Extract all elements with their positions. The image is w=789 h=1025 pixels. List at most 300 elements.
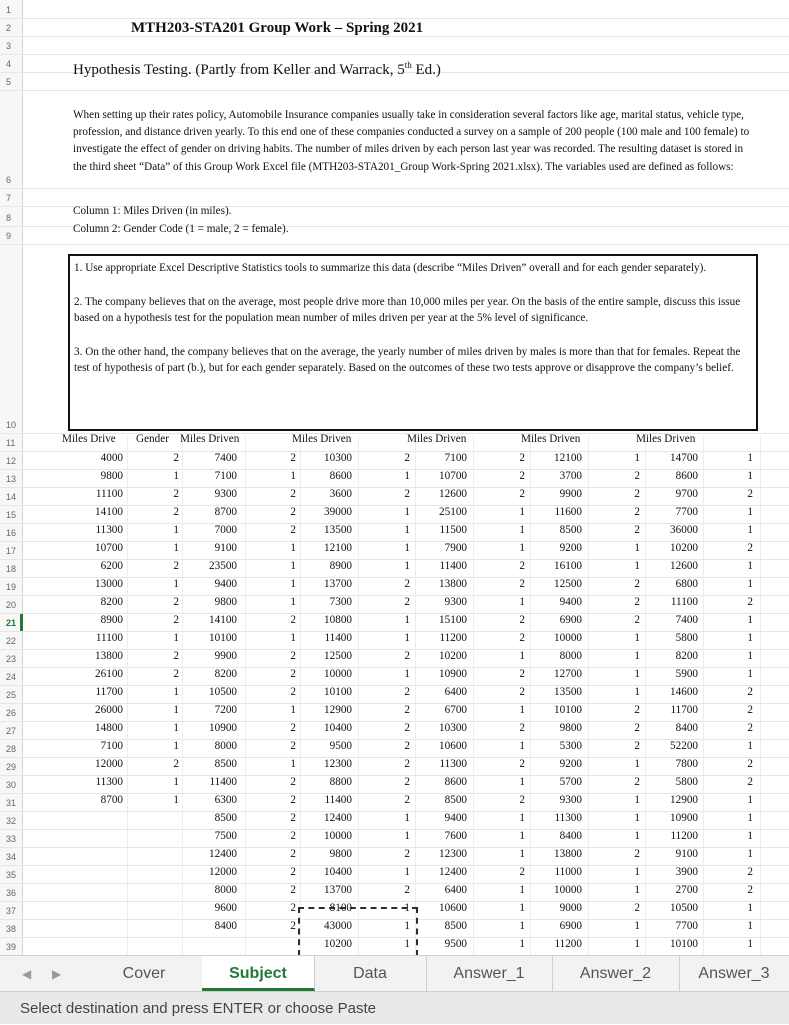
table-cell[interactable]: 1	[519, 848, 525, 860]
table-cell[interactable]: 9800	[100, 470, 123, 482]
table-cell[interactable]: 3700	[559, 470, 582, 482]
table-cell[interactable]: 10000	[324, 830, 352, 842]
table-cell[interactable]: 7300	[329, 596, 352, 608]
table-cell[interactable]: 11400	[324, 632, 352, 644]
table-cell[interactable]: 2	[519, 758, 525, 770]
table-cell[interactable]: 10700	[95, 542, 123, 554]
table-cell[interactable]: 9200	[559, 542, 582, 554]
table-cell[interactable]: 9800	[214, 596, 237, 608]
table-cell[interactable]: 2	[634, 596, 640, 608]
table-cell[interactable]: 7100	[100, 740, 123, 752]
row-number[interactable]: 13	[6, 474, 17, 484]
table-cell[interactable]: 1	[404, 632, 410, 644]
table-cell[interactable]: 2	[634, 740, 640, 752]
table-cell[interactable]: 10400	[324, 722, 352, 734]
table-cell[interactable]: 1	[747, 902, 753, 914]
table-cell[interactable]: 2	[747, 866, 753, 878]
table-cell[interactable]: 1	[404, 542, 410, 554]
table-cell[interactable]: 2	[634, 902, 640, 914]
table-cell[interactable]: 2	[747, 704, 753, 716]
table-cell[interactable]: 1	[519, 920, 525, 932]
table-cell[interactable]: 1	[404, 506, 410, 518]
table-cell[interactable]: 9700	[675, 488, 698, 500]
next-sheet-icon[interactable]: ▶	[52, 967, 62, 981]
table-cell[interactable]: 13500	[324, 524, 352, 536]
table-cell[interactable]: 10000	[324, 668, 352, 680]
table-cell[interactable]: 9500	[444, 938, 467, 950]
table-cell[interactable]: 10900	[439, 668, 467, 680]
table-cell[interactable]: 9800	[329, 848, 352, 860]
table-cell[interactable]: 2	[404, 578, 410, 590]
table-cell[interactable]: 1	[519, 650, 525, 662]
table-cell[interactable]: 1	[404, 812, 410, 824]
row-number[interactable]: 30	[6, 780, 17, 790]
table-cell[interactable]: 14800	[95, 722, 123, 734]
table-cell[interactable]: 1	[634, 920, 640, 932]
table-cell[interactable]: 7700	[675, 920, 698, 932]
table-cell[interactable]: 52200	[670, 740, 698, 752]
table-cell[interactable]: 8200	[214, 668, 237, 680]
table-cell[interactable]: 9100	[214, 542, 237, 554]
row-number[interactable]: 3	[6, 41, 12, 51]
table-cell[interactable]: 1	[173, 686, 179, 698]
table-cell[interactable]: 12300	[439, 848, 467, 860]
table-cell[interactable]: 2	[519, 722, 525, 734]
table-cell[interactable]: 10300	[324, 452, 352, 464]
table-cell[interactable]: 2	[634, 722, 640, 734]
table-cell[interactable]: 1	[634, 452, 640, 464]
table-cell[interactable]: 2	[404, 452, 410, 464]
table-cell[interactable]: 2700	[675, 884, 698, 896]
table-cell[interactable]: 6400	[444, 884, 467, 896]
table-cell[interactable]: 2	[634, 614, 640, 626]
table-cell[interactable]: 1	[404, 938, 410, 950]
table-cell[interactable]: 1	[519, 596, 525, 608]
table-cell[interactable]: 7100	[214, 470, 237, 482]
table-cell[interactable]: 1	[290, 560, 296, 572]
table-cell[interactable]: 2	[173, 560, 179, 572]
row-number[interactable]: 4	[6, 59, 12, 69]
row-number[interactable]: 20	[6, 600, 17, 610]
table-cell[interactable]: 12100	[554, 452, 582, 464]
table-cell[interactable]: 43000	[324, 920, 352, 932]
table-cell[interactable]: 10600	[439, 902, 467, 914]
table-cell[interactable]: 14700	[670, 452, 698, 464]
table-cell[interactable]: 1	[634, 650, 640, 662]
table-cell[interactable]: 1	[747, 524, 753, 536]
table-cell[interactable]: 2	[173, 650, 179, 662]
table-cell[interactable]: 1	[290, 704, 296, 716]
table-cell[interactable]: 1	[634, 542, 640, 554]
row-number[interactable]: 34	[6, 852, 17, 862]
table-cell[interactable]: 1	[747, 848, 753, 860]
table-cell[interactable]: 13800	[95, 650, 123, 662]
column-header[interactable]: Miles Driven	[292, 433, 352, 445]
row-number[interactable]: 32	[6, 816, 17, 826]
table-cell[interactable]: 2	[404, 650, 410, 662]
table-cell[interactable]: 23500	[209, 560, 237, 572]
table-cell[interactable]: 9400	[214, 578, 237, 590]
table-cell[interactable]: 1	[519, 830, 525, 842]
table-cell[interactable]: 2	[634, 704, 640, 716]
table-cell[interactable]: 1	[173, 722, 179, 734]
table-cell[interactable]: 12400	[324, 812, 352, 824]
table-cell[interactable]: 1	[173, 632, 179, 644]
row-number[interactable]: 26	[6, 708, 17, 718]
table-cell[interactable]: 10100	[324, 686, 352, 698]
table-cell[interactable]: 5700	[559, 776, 582, 788]
row-number[interactable]: 37	[6, 906, 17, 916]
table-cell[interactable]: 13000	[95, 578, 123, 590]
table-cell[interactable]: 2	[173, 668, 179, 680]
column-header[interactable]: Miles Driven	[521, 433, 581, 445]
table-cell[interactable]: 9900	[559, 488, 582, 500]
table-cell[interactable]: 9300	[559, 794, 582, 806]
table-cell[interactable]: 12300	[324, 758, 352, 770]
table-cell[interactable]: 12700	[554, 668, 582, 680]
table-cell[interactable]: 7400	[214, 452, 237, 464]
row-number[interactable]: 6	[6, 175, 12, 185]
table-cell[interactable]: 1	[747, 452, 753, 464]
table-cell[interactable]: 1	[747, 632, 753, 644]
table-cell[interactable]: 2	[519, 578, 525, 590]
table-cell[interactable]: 11200	[670, 830, 698, 842]
table-cell[interactable]: 10700	[439, 470, 467, 482]
table-cell[interactable]: 5800	[675, 632, 698, 644]
table-cell[interactable]: 12400	[209, 848, 237, 860]
table-cell[interactable]: 11700	[95, 686, 123, 698]
table-cell[interactable]: 9800	[559, 722, 582, 734]
row-number[interactable]: 21	[6, 618, 17, 628]
table-cell[interactable]: 1	[747, 920, 753, 932]
column-header[interactable]: Miles Driven	[636, 433, 696, 445]
table-cell[interactable]: 1	[173, 704, 179, 716]
table-cell[interactable]: 2	[519, 668, 525, 680]
table-cell[interactable]: 2	[404, 686, 410, 698]
table-cell[interactable]: 2	[519, 488, 525, 500]
table-cell[interactable]: 2	[290, 776, 296, 788]
table-cell[interactable]: 2	[519, 866, 525, 878]
table-cell[interactable]: 8500	[444, 920, 467, 932]
table-cell[interactable]: 8900	[100, 614, 123, 626]
table-cell[interactable]: 7100	[444, 452, 467, 464]
row-number[interactable]: 12	[6, 456, 17, 466]
table-cell[interactable]: 1	[747, 470, 753, 482]
table-cell[interactable]: 1	[290, 758, 296, 770]
table-cell[interactable]: 2	[290, 668, 296, 680]
table-cell[interactable]: 2	[290, 848, 296, 860]
row-number[interactable]: 7	[6, 193, 12, 203]
table-cell[interactable]: 2	[290, 452, 296, 464]
table-cell[interactable]: 2	[634, 776, 640, 788]
table-cell[interactable]: 2	[290, 902, 296, 914]
prev-sheet-icon[interactable]: ◀	[22, 967, 32, 981]
table-cell[interactable]: 8600	[329, 470, 352, 482]
table-cell[interactable]: 8600	[675, 470, 698, 482]
table-cell[interactable]: 2	[634, 488, 640, 500]
row-number[interactable]: 17	[6, 546, 17, 556]
table-cell[interactable]: 6900	[559, 614, 582, 626]
table-cell[interactable]: 1	[747, 830, 753, 842]
table-cell[interactable]: 11400	[439, 560, 467, 572]
table-cell[interactable]: 1	[519, 506, 525, 518]
table-cell[interactable]: 2	[173, 506, 179, 518]
table-cell[interactable]: 8500	[444, 794, 467, 806]
table-cell[interactable]: 13500	[554, 686, 582, 698]
table-cell[interactable]: 14100	[95, 506, 123, 518]
table-cell[interactable]: 13800	[439, 578, 467, 590]
table-cell[interactable]: 1	[404, 560, 410, 572]
row-number[interactable]: 38	[6, 924, 17, 934]
table-cell[interactable]: 10500	[670, 902, 698, 914]
table-cell[interactable]: 1	[290, 578, 296, 590]
table-cell[interactable]: 1	[173, 524, 179, 536]
table-cell[interactable]: 11300	[439, 758, 467, 770]
table-cell[interactable]: 12100	[324, 542, 352, 554]
table-cell[interactable]: 2	[290, 506, 296, 518]
table-cell[interactable]: 6900	[559, 920, 582, 932]
table-cell[interactable]: 1	[404, 830, 410, 842]
table-cell[interactable]: 2	[173, 596, 179, 608]
table-cell[interactable]: 1	[404, 866, 410, 878]
table-cell[interactable]: 8000	[559, 650, 582, 662]
table-cell[interactable]: 12900	[670, 794, 698, 806]
table-cell[interactable]: 2	[173, 614, 179, 626]
table-cell[interactable]: 9200	[559, 758, 582, 770]
table-cell[interactable]: 2	[290, 866, 296, 878]
table-cell[interactable]: 1	[173, 542, 179, 554]
tab-data[interactable]: Data	[314, 956, 427, 991]
row-number[interactable]: 10	[6, 420, 17, 430]
table-cell[interactable]: 9100	[675, 848, 698, 860]
table-cell[interactable]: 1	[519, 776, 525, 788]
table-cell[interactable]: 2	[634, 848, 640, 860]
table-cell[interactable]: 2	[173, 488, 179, 500]
table-cell[interactable]: 8400	[214, 920, 237, 932]
table-cell[interactable]: 11500	[439, 524, 467, 536]
table-cell[interactable]: 1	[634, 866, 640, 878]
table-cell[interactable]: 10200	[670, 542, 698, 554]
table-cell[interactable]: 7900	[444, 542, 467, 554]
table-cell[interactable]: 2	[634, 578, 640, 590]
table-cell[interactable]: 2	[404, 758, 410, 770]
table-cell[interactable]: 12500	[554, 578, 582, 590]
table-cell[interactable]: 11100	[95, 488, 123, 500]
table-cell[interactable]: 1	[747, 668, 753, 680]
column-header[interactable]: Gender	[136, 433, 169, 445]
table-cell[interactable]: 10100	[670, 938, 698, 950]
table-cell[interactable]: 1	[634, 884, 640, 896]
table-cell[interactable]: 11700	[670, 704, 698, 716]
table-cell[interactable]: 2	[404, 722, 410, 734]
table-cell[interactable]: 1	[173, 794, 179, 806]
table-cell[interactable]: 9600	[214, 902, 237, 914]
table-cell[interactable]: 9400	[444, 812, 467, 824]
row-number[interactable]: 16	[6, 528, 17, 538]
table-cell[interactable]: 2	[290, 686, 296, 698]
table-cell[interactable]: 5900	[675, 668, 698, 680]
table-cell[interactable]: 11300	[95, 776, 123, 788]
table-cell[interactable]: 1	[519, 902, 525, 914]
table-cell[interactable]: 8500	[214, 812, 237, 824]
row-number[interactable]: 24	[6, 672, 17, 682]
table-cell[interactable]: 11000	[554, 866, 582, 878]
column-header[interactable]: Miles Driven	[407, 433, 467, 445]
table-cell[interactable]: 8100	[329, 902, 352, 914]
table-cell[interactable]: 8900	[329, 560, 352, 572]
table-cell[interactable]: 8000	[214, 884, 237, 896]
table-cell[interactable]: 2	[747, 596, 753, 608]
table-cell[interactable]: 10900	[209, 722, 237, 734]
row-number[interactable]: 28	[6, 744, 17, 754]
table-cell[interactable]: 12000	[95, 758, 123, 770]
column-header[interactable]: Miles Drive	[62, 433, 116, 445]
table-cell[interactable]: 2	[290, 794, 296, 806]
table-cell[interactable]: 1	[519, 812, 525, 824]
table-cell[interactable]: 1	[634, 668, 640, 680]
table-cell[interactable]: 1	[747, 812, 753, 824]
table-cell[interactable]: 8400	[559, 830, 582, 842]
table-cell[interactable]: 1	[404, 524, 410, 536]
table-cell[interactable]: 11400	[209, 776, 237, 788]
table-cell[interactable]: 3900	[675, 866, 698, 878]
table-cell[interactable]: 11600	[554, 506, 582, 518]
table-cell[interactable]: 13700	[324, 578, 352, 590]
table-cell[interactable]: 2	[290, 614, 296, 626]
table-cell[interactable]: 7500	[214, 830, 237, 842]
table-cell[interactable]: 8400	[675, 722, 698, 734]
column-header[interactable]: Miles Driven	[180, 433, 240, 445]
row-number[interactable]: 22	[6, 636, 17, 646]
table-cell[interactable]: 1	[404, 920, 410, 932]
table-cell[interactable]: 1	[747, 938, 753, 950]
table-cell[interactable]: 2	[290, 524, 296, 536]
tab-answer-2[interactable]: Answer_2	[552, 956, 680, 991]
table-cell[interactable]: 7800	[675, 758, 698, 770]
table-cell[interactable]: 2	[290, 740, 296, 752]
table-cell[interactable]: 11300	[95, 524, 123, 536]
table-cell[interactable]: 2	[290, 830, 296, 842]
table-cell[interactable]: 10800	[324, 614, 352, 626]
table-cell[interactable]: 1	[747, 560, 753, 572]
table-cell[interactable]: 1	[173, 776, 179, 788]
table-cell[interactable]: 1	[290, 542, 296, 554]
table-cell[interactable]: 5800	[675, 776, 698, 788]
table-cell[interactable]: 16100	[554, 560, 582, 572]
table-cell[interactable]: 2	[747, 884, 753, 896]
table-cell[interactable]: 6800	[675, 578, 698, 590]
table-cell[interactable]: 1	[404, 668, 410, 680]
table-cell[interactable]: 1	[519, 704, 525, 716]
tab-answer-3[interactable]: Answer_3	[698, 965, 770, 982]
table-cell[interactable]: 3600	[329, 488, 352, 500]
table-cell[interactable]: 1	[747, 740, 753, 752]
table-cell[interactable]: 10600	[439, 740, 467, 752]
table-cell[interactable]: 10400	[324, 866, 352, 878]
row-number[interactable]: 25	[6, 690, 17, 700]
row-number[interactable]: 23	[6, 654, 17, 664]
table-cell[interactable]: 15100	[439, 614, 467, 626]
table-cell[interactable]: 7000	[214, 524, 237, 536]
table-cell[interactable]: 1	[634, 686, 640, 698]
table-cell[interactable]: 2	[747, 686, 753, 698]
table-cell[interactable]: 2	[404, 704, 410, 716]
table-cell[interactable]: 1	[173, 470, 179, 482]
table-cell[interactable]: 1	[519, 524, 525, 536]
table-cell[interactable]: 2	[519, 794, 525, 806]
table-cell[interactable]: 12500	[324, 650, 352, 662]
table-cell[interactable]: 1	[634, 758, 640, 770]
table-cell[interactable]: 8500	[214, 758, 237, 770]
table-cell[interactable]: 2	[634, 524, 640, 536]
table-cell[interactable]: 2	[747, 758, 753, 770]
table-cell[interactable]: 7200	[214, 704, 237, 716]
table-cell[interactable]: 9300	[214, 488, 237, 500]
table-cell[interactable]: 7700	[675, 506, 698, 518]
table-cell[interactable]: 10100	[554, 704, 582, 716]
table-cell[interactable]: 5300	[559, 740, 582, 752]
table-cell[interactable]: 14100	[209, 614, 237, 626]
table-cell[interactable]: 7600	[444, 830, 467, 842]
table-cell[interactable]: 7400	[675, 614, 698, 626]
table-cell[interactable]: 2	[519, 452, 525, 464]
row-number[interactable]: 39	[6, 942, 17, 952]
row-number[interactable]: 1	[6, 5, 12, 15]
table-cell[interactable]: 12600	[439, 488, 467, 500]
table-cell[interactable]: 12400	[439, 866, 467, 878]
table-cell[interactable]: 4000	[100, 452, 123, 464]
table-cell[interactable]: 1	[290, 632, 296, 644]
table-cell[interactable]: 10200	[439, 650, 467, 662]
table-cell[interactable]: 2	[404, 596, 410, 608]
table-cell[interactable]: 1	[634, 812, 640, 824]
row-number[interactable]: 36	[6, 888, 17, 898]
table-cell[interactable]: 2	[634, 470, 640, 482]
table-cell[interactable]: 11200	[554, 938, 582, 950]
table-cell[interactable]: 8700	[214, 506, 237, 518]
table-cell[interactable]: 1	[747, 578, 753, 590]
row-number[interactable]: 5	[6, 77, 12, 87]
table-cell[interactable]: 1	[404, 902, 410, 914]
table-cell[interactable]: 2	[404, 488, 410, 500]
row-number[interactable]: 29	[6, 762, 17, 772]
tab-subject[interactable]: Subject	[202, 956, 315, 991]
table-cell[interactable]: 6300	[214, 794, 237, 806]
table-cell[interactable]: 8000	[214, 740, 237, 752]
row-number[interactable]: 19	[6, 582, 17, 592]
table-cell[interactable]: 10900	[670, 812, 698, 824]
table-cell[interactable]: 1	[634, 830, 640, 842]
table-cell[interactable]: 2	[404, 776, 410, 788]
table-cell[interactable]: 11400	[324, 794, 352, 806]
table-cell[interactable]: 14600	[670, 686, 698, 698]
table-cell[interactable]: 25100	[439, 506, 467, 518]
table-cell[interactable]: 1	[634, 560, 640, 572]
table-cell[interactable]: 1	[173, 740, 179, 752]
row-number[interactable]: 14	[6, 492, 17, 502]
table-cell[interactable]: 2	[404, 740, 410, 752]
row-number[interactable]: 27	[6, 726, 17, 736]
table-cell[interactable]: 2	[747, 488, 753, 500]
table-cell[interactable]: 13800	[554, 848, 582, 860]
table-cell[interactable]: 1	[747, 794, 753, 806]
table-cell[interactable]: 8800	[329, 776, 352, 788]
table-cell[interactable]: 10100	[209, 632, 237, 644]
row-number[interactable]: 31	[6, 798, 17, 808]
row-number[interactable]: 8	[6, 213, 12, 223]
table-cell[interactable]: 13700	[324, 884, 352, 896]
table-cell[interactable]: 10200	[324, 938, 352, 950]
